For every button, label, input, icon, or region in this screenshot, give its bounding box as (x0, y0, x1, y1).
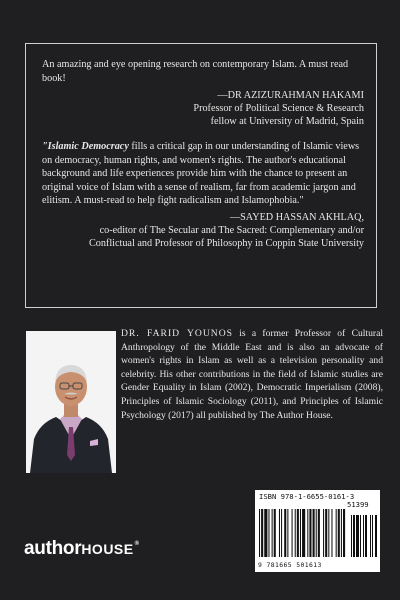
barcode-bar (300, 509, 301, 557)
barcode-addon-bar (363, 515, 364, 557)
barcode-bar (302, 509, 305, 557)
author-photo (26, 331, 116, 473)
barcode-bar (318, 509, 320, 557)
barcode-addon-bar (372, 515, 373, 557)
review-attribution-1 (42, 89, 364, 128)
barcode-bar (336, 509, 337, 557)
barcode-bar (292, 509, 293, 557)
barcode-addon-bar (365, 515, 367, 557)
barcode-bar (281, 509, 282, 557)
barcode-bar (295, 509, 296, 557)
barcode-bar (272, 509, 273, 557)
barcode-bar (316, 509, 317, 557)
barcode-addon-bar (353, 515, 355, 557)
barcode-bar (279, 509, 280, 557)
barcode-bar (323, 509, 324, 557)
author-name: DR. FARID YOUNOS (121, 328, 233, 339)
review-quote-2-body: fills a critical gap in our understanding of Islamic views on democracy, human rights, and women's rights. The author's educational background and life experiences provide him with the chance to present an original voice of Islam with a sense of realism, far from academic jargon and elitism. A must-read to help fight radicalism and Islamophobia." (42, 141, 360, 206)
barcode-bar (268, 509, 269, 557)
barcode-bar (343, 509, 345, 557)
barcode-bar (264, 509, 267, 557)
review-quote-1: An amazing and eye opening research on contemporary Islam. A must read book! (42, 59, 349, 84)
barcode-bar (325, 509, 327, 557)
barcode-bar (287, 509, 288, 557)
barcode-bar (341, 509, 342, 557)
barcode-addon-bar (356, 515, 359, 557)
publisher-logo-part1: author (24, 538, 82, 559)
reviewer-title-2b: Conflictual and Professor of Philosophy in Coppin State University (88, 237, 364, 249)
barcode-addon-bar (375, 515, 377, 557)
barcode-bars (259, 509, 377, 559)
publisher-logo (24, 538, 139, 560)
barcode-bar (297, 509, 299, 557)
registered-mark: ® (134, 541, 139, 547)
barcode-bar (261, 509, 263, 557)
barcode-bar (274, 509, 276, 557)
isbn-text: ISBN 978-1-6655-0161-3 (259, 492, 355, 501)
book-title-italic: "Islamic Democracy (42, 141, 129, 152)
reviewer-title-2a: co-editor of The Secular and The Sacred: Complementary and/or (99, 224, 364, 236)
barcode-bar (309, 509, 311, 557)
barcode-bar (313, 509, 315, 557)
barcode-bar (284, 509, 286, 557)
reviews-section (42, 58, 364, 250)
reviewer-title-1b: fellow at University of Madrid, Spain (210, 116, 364, 127)
reviewer-title-1a: Professor of Political Science & Research (193, 103, 364, 114)
price-code: 51399 (347, 500, 369, 509)
barcode-box (255, 490, 380, 572)
barcode-addon-bar (360, 515, 361, 557)
reviewer-name-1: —DR AZIZURAHMAN HAKAMI (217, 90, 364, 101)
reviewer-name-2: —SAYED HASSAN AKHLAQ, (229, 211, 364, 223)
barcode-bar (328, 509, 329, 557)
barcode-addon-bar (370, 515, 371, 557)
barcode-addon-bar (351, 515, 352, 557)
author-bio-text: is a former Professor of Cultural Anthropology of the Middle East and is also an advocate of women's rights in Islam as well as a television personality and celebrity. His other contributions in the field of Islamic studies are Gender Equality in Islam (2002), Democratic Imperialism (2008), Principles of Islamic Sociology (2011), and Principles of Islamic Psychology (2017) all published by The Author House. (121, 328, 384, 421)
barcode-bar (307, 509, 308, 557)
barcode-bar (331, 509, 332, 557)
review-quote-2 (42, 140, 364, 208)
review-attribution-2 (42, 211, 364, 250)
barcode-bar (338, 509, 340, 557)
barcode-bar (259, 509, 260, 557)
author-bio (121, 327, 383, 422)
publisher-logo-part2: HOUSE (81, 541, 134, 557)
ean-number: 9 781665 501613 (258, 561, 322, 569)
